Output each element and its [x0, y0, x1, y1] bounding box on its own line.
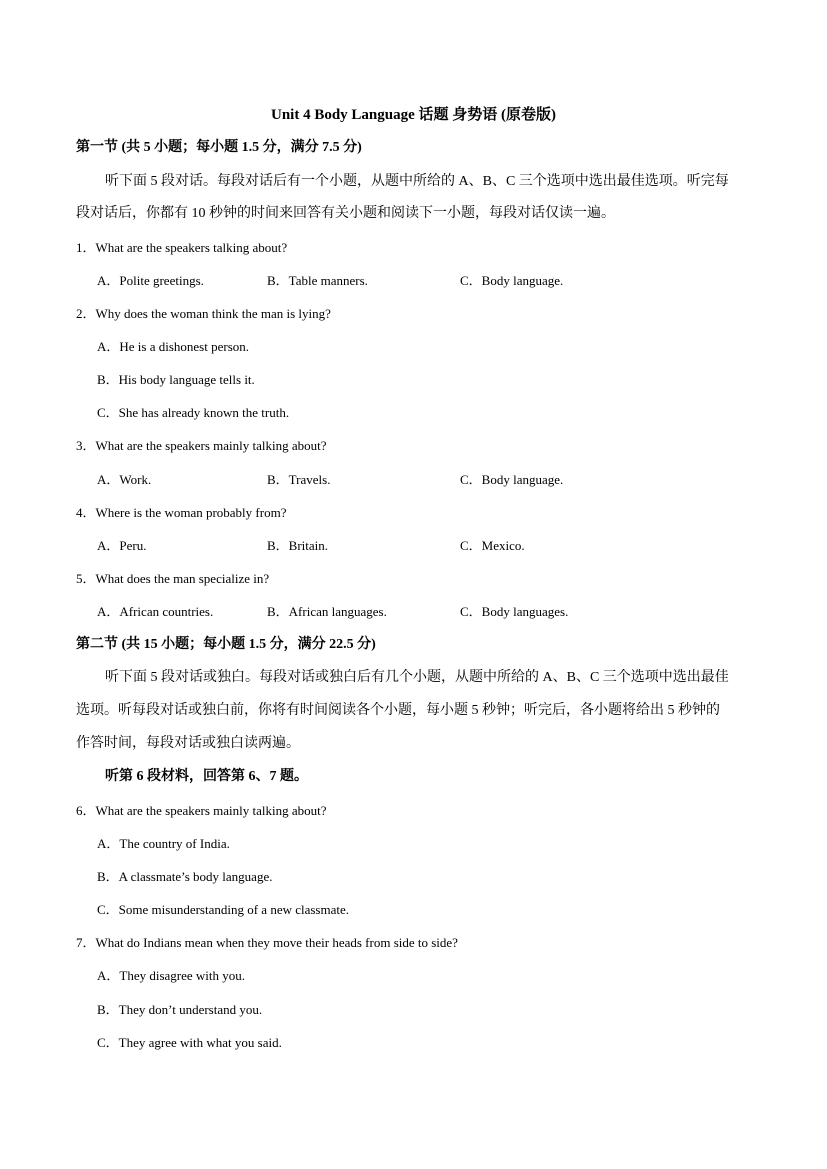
question-2-option-b: B．His body language tells it.	[97, 372, 255, 387]
part2-heading: 第二节 (共 15 小题；每小题 1.5 分，满分 22.5 分)	[76, 637, 376, 652]
question-7-option-a: A．They disagree with you.	[97, 968, 246, 983]
question-6-option-c: C．Some misunderstanding of a new classmate.	[97, 902, 350, 917]
question-2-option-a: A．He is a dishonest person.	[97, 339, 250, 354]
question-4-option-c: C．Mexico.	[460, 538, 525, 553]
question-4-option-b: B．Britain.	[267, 538, 329, 553]
question-2-option-c: C．She has already known the truth.	[97, 405, 290, 420]
part1-heading: 第一节 (共 5 小题；每小题 1.5 分，满分 7.5 分)	[76, 140, 362, 155]
part2-instructions-line1: 听下面 5 段对话或独白。每段对话或独白后有几个小题，从题中所给的 A、B、C 三个选项中选出最佳	[105, 670, 729, 685]
question-5-option-b: B．African languages.	[267, 604, 387, 619]
question-6-stem: 6．What are the speakers mainly talking about?	[76, 803, 327, 818]
question-5-option-c: C．Body languages.	[460, 604, 569, 619]
question-4-stem: 4．Where is the woman probably from?	[76, 505, 287, 520]
question-7-option-c: C．They agree with what you said.	[97, 1035, 282, 1050]
part1-instructions-line1: 听下面 5 段对话。每段对话后有一个小题，从题中所给的 A、B、C 三个选项中选出最佳选项。听完每	[105, 174, 729, 189]
question-1-option-a: A．Polite greetings.	[97, 273, 204, 288]
document-title: Unit 4 Body Language 话题 身势语 (原卷版)	[270, 107, 557, 123]
question-3-option-a: A．Work.	[97, 472, 152, 487]
question-7-option-b: B．They don’t understand you.	[97, 1002, 263, 1017]
part2-instructions-line3: 作答时间，每段对话或独白读两遍。	[76, 736, 300, 751]
question-1-option-c: C．Body language.	[460, 273, 564, 288]
question-6-option-b: B．A classmate’s body language.	[97, 869, 273, 884]
question-7-stem: 7．What do Indians mean when they move their heads from side to side?	[76, 935, 458, 950]
question-3-option-b: B．Travels.	[267, 472, 331, 487]
material-note: 听第 6 段材料，回答第 6、7 题。	[105, 769, 308, 784]
question-3-option-c: C．Body language.	[460, 472, 564, 487]
question-5-option-a: A．African countries.	[97, 604, 214, 619]
question-1-stem: 1．What are the speakers talking about?	[76, 240, 288, 255]
part2-instructions-line2: 选项。听每段对话或独白前，你将有时间阅读各个小题，每小题 5 秒钟；听完后，各小题将给出 5 秒钟的	[76, 703, 720, 718]
question-4-option-a: A．Peru.	[97, 538, 147, 553]
question-5-stem: 5．What does the man specialize in?	[76, 571, 270, 586]
part1-instructions-line2: 段对话后，你都有 10 秒钟的时间来回答有关小题和阅读下一小题，每段对话仅读一遍。	[76, 206, 615, 221]
question-6-option-a: A．The country of India.	[97, 836, 230, 851]
question-3-stem: 3．What are the speakers mainly talking about?	[76, 438, 327, 453]
question-2-stem: 2．Why does the woman think the man is lying?	[76, 306, 331, 321]
question-1-option-b: B．Table manners.	[267, 273, 368, 288]
